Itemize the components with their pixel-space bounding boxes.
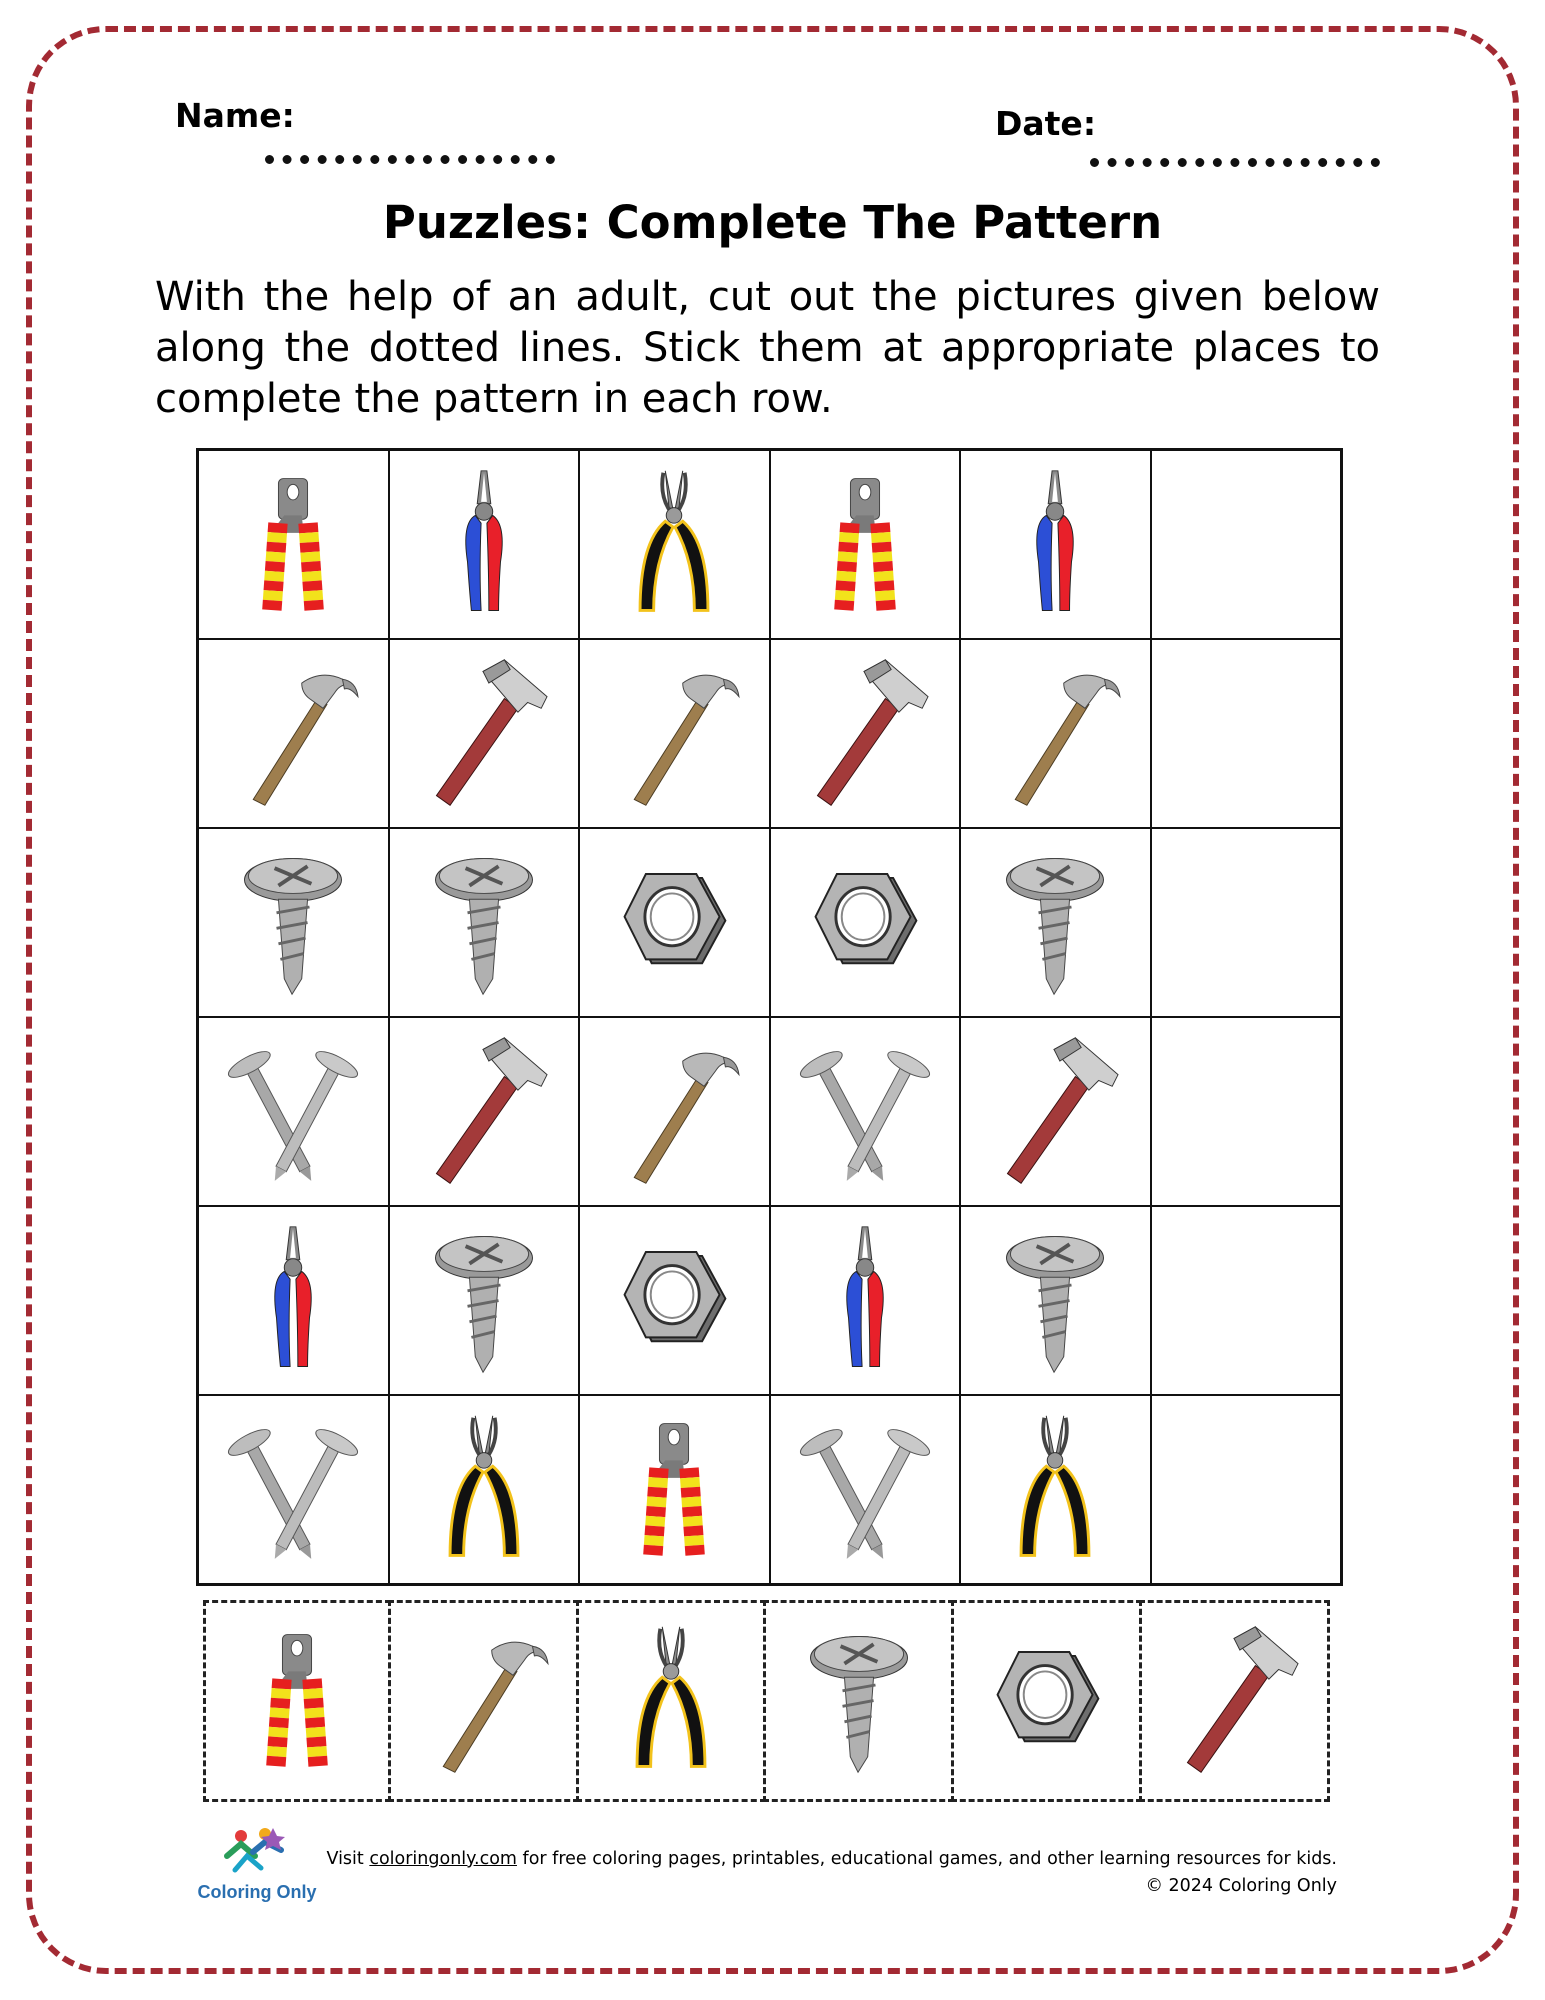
- hex-nut-icon: [599, 1221, 749, 1381]
- pattern-cell: [389, 639, 580, 828]
- hex-nut-icon: [790, 843, 940, 1003]
- pliers-blue-red-icon: [790, 1221, 940, 1381]
- claw-hammer-icon: [218, 654, 368, 814]
- pattern-cell: [770, 639, 961, 828]
- claw-hammer-icon: [408, 1621, 558, 1781]
- pliers-blue-red-icon: [980, 465, 1130, 625]
- cutout-card[interactable]: [763, 1600, 954, 1802]
- blank-answer-cell[interactable]: [1151, 639, 1342, 828]
- instructions: With the help of an adult, cut out the pictures given below along the dotted lines. Stick them at appropriate places to complete the pattern in each row.: [155, 274, 1380, 422]
- pliers-black-yellow-icon: [980, 1410, 1130, 1570]
- pattern-cell: [770, 828, 961, 1017]
- pattern-grid: [196, 448, 1343, 1586]
- blank-answer-cell[interactable]: [1151, 1395, 1342, 1584]
- pattern-cell: [198, 828, 389, 1017]
- cutout-card[interactable]: [1139, 1600, 1330, 1802]
- cutout-card[interactable]: [203, 1600, 391, 1802]
- pattern-cell: [389, 1017, 580, 1206]
- logo-text: Coloring Only: [197, 1882, 317, 1902]
- pattern-cell: [389, 1395, 580, 1584]
- pattern-cell: [579, 1395, 770, 1584]
- footer-text: [326, 1846, 1337, 1900]
- crossed-nails-icon: [218, 1032, 368, 1192]
- claw-hammer-icon: [599, 1032, 749, 1192]
- pattern-cell: [579, 828, 770, 1017]
- claw-hammer-icon: [980, 654, 1130, 814]
- footer-link[interactable]: coloringonly.com: [369, 1849, 517, 1869]
- pattern-cell: [960, 639, 1151, 828]
- crossed-nails-icon: [790, 1410, 940, 1570]
- pliers-striped-icon: [222, 1621, 372, 1781]
- pattern-cell: [579, 1206, 770, 1395]
- blank-answer-cell[interactable]: [1151, 1206, 1342, 1395]
- pattern-cell: [960, 450, 1151, 639]
- cutout-strip: [203, 1600, 1330, 1802]
- pattern-cell: [198, 1395, 389, 1584]
- blank-answer-cell[interactable]: [1151, 828, 1342, 1017]
- pliers-striped-icon: [790, 465, 940, 625]
- pliers-blue-red-icon: [409, 465, 559, 625]
- blank-answer-cell[interactable]: [1151, 1017, 1342, 1206]
- pattern-cell: [198, 1206, 389, 1395]
- cutout-card[interactable]: [576, 1600, 767, 1802]
- pliers-black-yellow-icon: [409, 1410, 559, 1570]
- pattern-cell: [389, 1206, 580, 1395]
- pliers-black-yellow-icon: [599, 465, 749, 625]
- mallet-hammer-icon: [980, 1032, 1130, 1192]
- pliers-striped-icon: [599, 1410, 749, 1570]
- pliers-black-yellow-icon: [596, 1621, 746, 1781]
- pattern-cell: [770, 1206, 961, 1395]
- pliers-striped-icon: [218, 465, 368, 625]
- pattern-cell: [960, 828, 1151, 1017]
- pattern-cell: [198, 450, 389, 639]
- mallet-hammer-icon: [790, 654, 940, 814]
- screw-icon: [218, 843, 368, 1003]
- coloring-only-logo: [192, 1826, 322, 1903]
- hex-nut-icon: [972, 1621, 1122, 1781]
- logo-figures-icon: [217, 1826, 297, 1876]
- pattern-cell: [770, 450, 961, 639]
- mallet-hammer-icon: [1160, 1621, 1310, 1781]
- hex-nut-icon: [599, 843, 749, 1003]
- pattern-cell: [770, 1017, 961, 1206]
- cutout-card[interactable]: [388, 1600, 579, 1802]
- pattern-cell: [579, 450, 770, 639]
- pattern-cell: [579, 1017, 770, 1206]
- screw-icon: [784, 1621, 934, 1781]
- mallet-hammer-icon: [409, 1032, 559, 1192]
- crossed-nails-icon: [218, 1410, 368, 1570]
- mallet-hammer-icon: [409, 654, 559, 814]
- pattern-cell: [770, 1395, 961, 1584]
- blank-answer-cell[interactable]: [1151, 450, 1342, 639]
- name-field[interactable]: [265, 155, 555, 164]
- pattern-cell: [960, 1017, 1151, 1206]
- pattern-cell: [389, 828, 580, 1017]
- screw-icon: [409, 843, 559, 1003]
- crossed-nails-icon: [790, 1032, 940, 1192]
- cutout-card[interactable]: [951, 1600, 1142, 1802]
- pattern-cell: [960, 1395, 1151, 1584]
- pattern-cell: [389, 450, 580, 639]
- screw-icon: [980, 1221, 1130, 1381]
- date-label: Date:: [995, 104, 1097, 143]
- screw-icon: [980, 843, 1130, 1003]
- worksheet-title: Puzzles: Complete The Pattern: [382, 196, 1163, 249]
- pattern-cell: [198, 639, 389, 828]
- footer-visit-line: Visit coloringonly.com for free coloring pages, printables, educational games, and other learning resources for kids.: [326, 1849, 1337, 1869]
- name-label: Name:: [175, 96, 295, 135]
- footer-copyright: © 2024 Coloring Only: [1145, 1876, 1337, 1896]
- pattern-cell: [960, 1206, 1151, 1395]
- claw-hammer-icon: [599, 654, 749, 814]
- date-field[interactable]: [1090, 158, 1380, 167]
- pattern-cell: [579, 639, 770, 828]
- screw-icon: [409, 1221, 559, 1381]
- pliers-blue-red-icon: [218, 1221, 368, 1381]
- pattern-cell: [198, 1017, 389, 1206]
